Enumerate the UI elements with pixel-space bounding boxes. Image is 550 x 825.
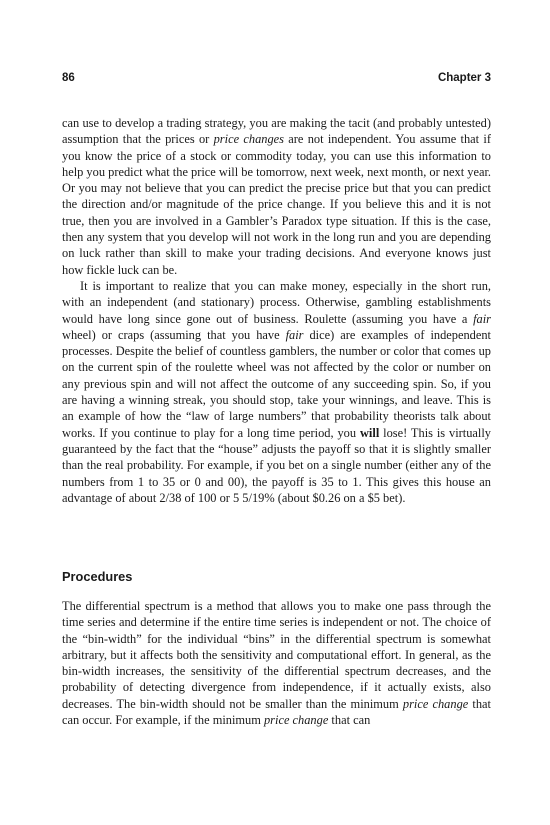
running-header [62, 72, 491, 88]
italic-run: fair [285, 327, 304, 342]
section-heading: Procedures [62, 569, 133, 584]
text-run: dice) are examples of independent processes. Despite the belief of countless gamblers, the number or color that comes up on the current spin of the roulette wheel was not affected by the color or number on any previous spin and will not affect the outcome of any succeeding spin. So, if you are having a winning streak, you should stop, take your winnings, and leave. This is an example of how the “law of large numbers” that probability theorists talk about works. If you continue to play for a long time period, you [62, 327, 491, 440]
paragraph-2 [62, 278, 491, 506]
text-run: wheel) or craps (assuming that you have [62, 327, 286, 342]
body-text-bottom [62, 598, 491, 728]
page-number: 86 [62, 72, 75, 84]
italic-run: price changes [213, 132, 284, 147]
chapter-title: Chapter 3 [437, 72, 491, 84]
text-run: can use to develop a trading strategy, you are making the tacit (and probably untested) assumption that the prices or [62, 116, 491, 147]
text-run: that can [328, 713, 371, 728]
text-run: are not independent. You assume that if you know the price of a stock or commodity today, you can use this information to help you predict what the price will be tomorrow, next week, next month, or next year. Or you may not believe that you can predict the precise price but that you can predict the direction and/or magnitude of the price change. If you believe this and it is not true, then you are involved in a Gambler’s Paradox type situation. If this is the case, then any system that you develop will not work in the long run and you are depending on luck rather than skill to make your trading decisions. And everyone knows just how fickle luck can be. [62, 132, 491, 277]
italic-run: price change [263, 713, 329, 728]
italic-run: fair [473, 311, 491, 326]
italic-run: price change [402, 696, 469, 711]
text-run: It is important to realize that you can make money, especially in the short run, with an independent (and stationary) process. Otherwise, gambling establishments would have long since gone out of business. Roulette (assuming you have a [62, 278, 491, 326]
text-run: lose! This is virtually guaranteed by the fact that the “house” adjusts the payoff so that it is slightly smaller than the real probability. For example, if you bet on a single number (either any of the numbers from 1 to 35 or 0 and 00), the payoff is 35 to 1. This gives this house an advantage of about 2/38 of 100 or 5 5/19% (about $0.26 on a $5 bet). [62, 425, 491, 505]
bold-run: will [359, 425, 380, 440]
body-text-top [62, 115, 491, 506]
text-run: that can occur. For example, if the minimum [62, 696, 492, 728]
paragraph-1 [62, 115, 491, 278]
text-run: The differential spectrum is a method that allows you to make one pass through the time series and determine if the entire time series is independent or not. The choice of the “bin-width” for the individual “bins” in the differential spectrum is somewhat arbitrary, but it affects both the sensitivity and computational effort. In general, as the bin-width increases, the sensitivity of the differential spectrum decreases, and the probability of detecting divergence from independence, if it actually exists, also decreases. The bin-width should not be smaller than the minimum [62, 599, 491, 711]
paragraph-3 [62, 598, 491, 728]
